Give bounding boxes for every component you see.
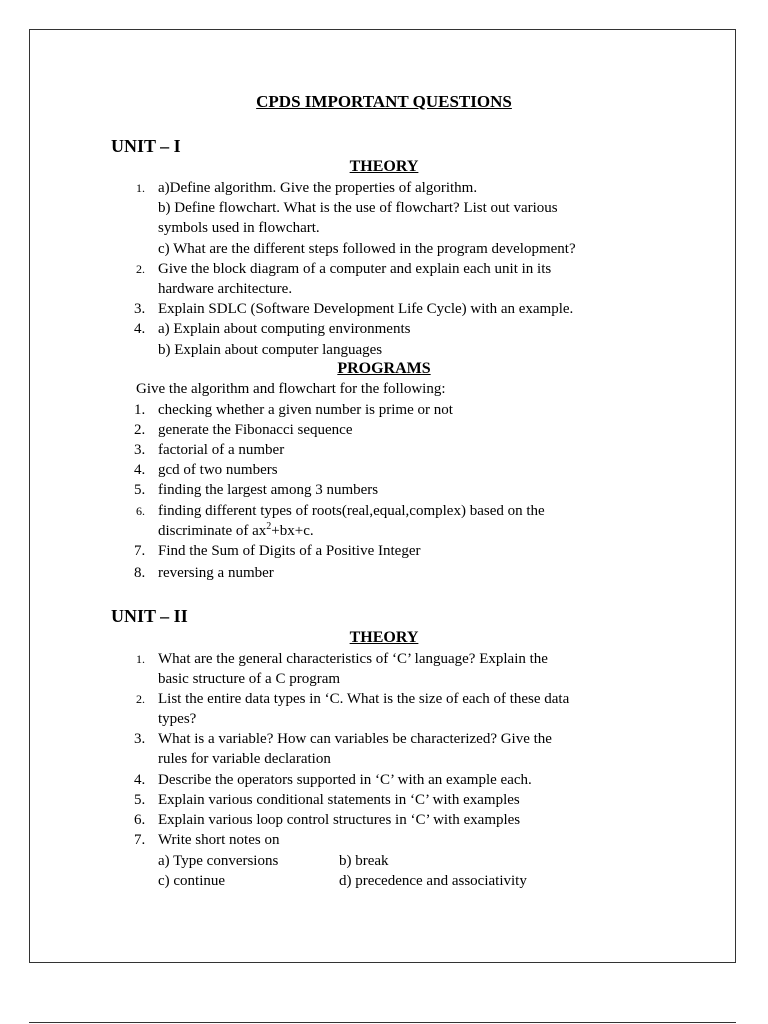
bottom-rule — [29, 1022, 736, 1023]
u1-theory-num-2: 2. — [136, 262, 145, 276]
program-6-formula-post: +bx+c. — [271, 523, 314, 539]
unit-1-programs-heading: PROGRAMS — [337, 360, 431, 377]
u2-theory-3-line-2: rules for variable declaration — [158, 751, 331, 767]
u1-theory-2-line-1: Give the block diagram of a computer and explain each unit in its — [158, 261, 552, 277]
program-num-7: 7. — [134, 543, 146, 559]
u1-theory-4-line-1: a) Explain about computing environments — [158, 321, 411, 337]
program-4: gcd of two numbers — [158, 462, 278, 478]
program-num-3: 3. — [134, 442, 146, 458]
program-8: reversing a number — [158, 565, 274, 581]
program-6-line-1: finding different types of roots(real,equal,complex) based on the — [158, 503, 545, 519]
u1-theory-num-4: 4. — [134, 321, 146, 337]
program-num-6: 6. — [136, 504, 145, 518]
u1-theory-1-line-1: a)Define algorithm. Give the properties of algorithm. — [158, 180, 478, 196]
u2-theory-4-line-1: Describe the operators supported in ‘C’ with an example each. — [158, 772, 532, 788]
program-num-4: 4. — [134, 462, 146, 478]
short-note-b: b) break — [339, 853, 389, 869]
u1-theory-num-3: 3. — [134, 301, 146, 317]
program-num-2: 2. — [134, 422, 146, 438]
program-num-5: 5. — [134, 482, 146, 498]
u2-theory-num-3: 3. — [134, 731, 146, 747]
u2-theory-num-2: 2. — [136, 692, 145, 706]
short-note-a: a) Type conversions — [158, 853, 279, 869]
u2-theory-num-6: 6. — [134, 812, 146, 828]
u2-theory-1-line-2: basic structure of a C program — [158, 671, 341, 687]
u1-theory-num-1: 1. — [136, 181, 145, 195]
program-1: checking whether a given number is prime or not — [158, 402, 453, 418]
program-num-1: 1. — [134, 402, 146, 418]
unit-2-heading: UNIT – II — [111, 606, 188, 626]
program-6-formula-sup: 2 — [266, 521, 272, 532]
program-num-8: 8. — [134, 565, 146, 581]
program-6-line-2 — [158, 521, 314, 541]
u1-theory-1-line-3: symbols used in flowchart. — [158, 220, 320, 236]
program-6-formula-pre: discriminate of ax — [158, 523, 267, 539]
program-3: factorial of a number — [158, 442, 285, 458]
u1-theory-2-line-2: hardware architecture. — [158, 281, 293, 297]
u2-theory-1-line-1: What are the general characteristics of ‘C’ language? Explain the — [158, 651, 548, 667]
u2-theory-num-7: 7. — [134, 832, 146, 848]
u2-theory-5-line-1: Explain various conditional statements in ‘C’ with examples — [158, 792, 520, 808]
unit-1-heading: UNIT – I — [111, 136, 181, 156]
u2-theory-2-line-2: types? — [158, 711, 197, 727]
u2-theory-num-4: 4. — [134, 772, 146, 788]
u2-theory-7-line-1: Write short notes on — [158, 832, 280, 848]
u2-theory-3-line-1: What is a variable? How can variables be characterized? Give the — [158, 731, 552, 747]
u1-theory-3-line-1: Explain SDLC (Software Development Life Cycle) with an example. — [158, 301, 574, 317]
u1-theory-1-line-4: c) What are the different steps followed in the program development? — [158, 241, 576, 257]
u1-theory-1-line-2: b) Define flowchart. What is the use of flowchart? List out various — [158, 200, 558, 216]
u2-theory-num-5: 5. — [134, 792, 146, 808]
document-title: CPDS IMPORTANT QUESTIONS — [256, 92, 512, 111]
unit-2-theory-heading: THEORY — [349, 629, 419, 646]
program-7: Find the Sum of Digits of a Positive Integer — [158, 543, 421, 559]
unit-1-theory-heading: THEORY — [349, 158, 419, 175]
short-note-d: d) precedence and associativity — [339, 873, 527, 889]
u2-theory-num-1: 1. — [136, 652, 145, 666]
programs-intro: Give the algorithm and flowchart for the following: — [136, 381, 446, 397]
u2-theory-2-line-1: List the entire data types in ‘C. What is the size of each of these data — [158, 691, 570, 707]
u1-theory-4-line-2: b) Explain about computer languages — [158, 342, 383, 358]
program-5: finding the largest among 3 numbers — [158, 482, 379, 498]
short-note-c: c) continue — [158, 873, 226, 889]
u2-theory-6-line-1: Explain various loop control structures in ‘C’ with examples — [158, 812, 521, 828]
program-2: generate the Fibonacci sequence — [158, 422, 353, 438]
